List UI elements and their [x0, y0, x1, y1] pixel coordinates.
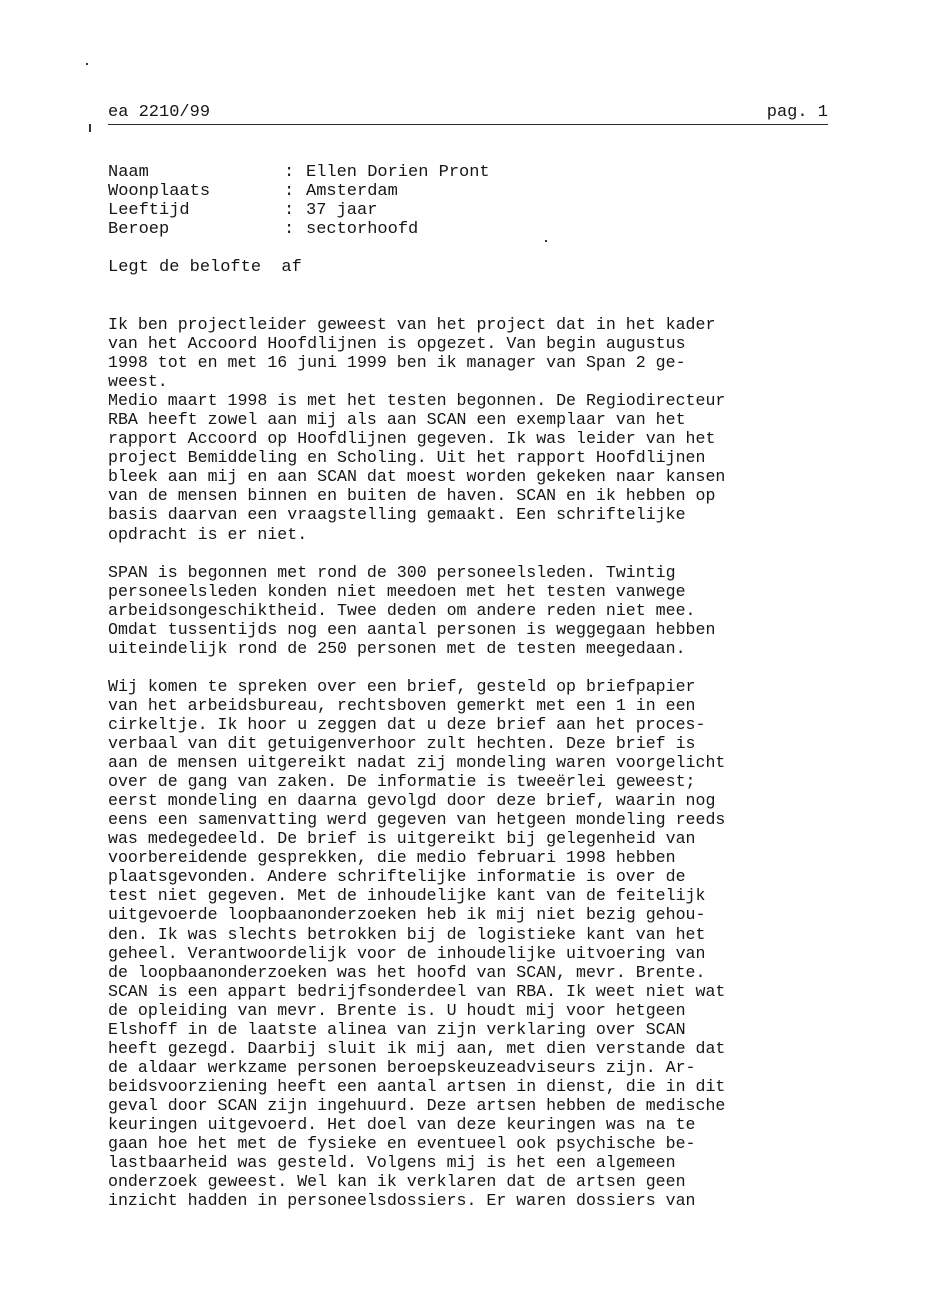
text-line: was medegedeeld. De brief is uitgereikt bij gelegenheid van	[108, 829, 696, 849]
scan-speck	[545, 240, 547, 242]
paragraph-letter	[108, 677, 833, 1210]
text-line: uitgevoerde loopbaanonderzoeken heb ik mij niet bezig gehou-	[108, 905, 706, 925]
testimony-body	[108, 315, 833, 1210]
text-line: Wij komen te spreken over een brief, gesteld op briefpapier	[108, 676, 696, 696]
text-line: eerst mondeling en daarna gevolgd door deze brief, waarin nog	[108, 791, 716, 811]
detail-separator: :	[284, 182, 295, 201]
text-line: Ik ben projectleider geweest van het project dat in het kader	[108, 315, 716, 334]
text-line: inzicht hadden in personeelsdossiers. Er waren dossiers van	[108, 1191, 696, 1211]
paragraph-role	[108, 315, 833, 391]
text-line: opdracht is er niet.	[108, 524, 308, 544]
text-line: voorbereidende gesprekken, die medio februari 1998 hebben	[108, 848, 676, 868]
detail-row-age	[108, 201, 490, 220]
text-line: test niet gegeven. Met de inhoudelijke kant van de feitelijk	[108, 886, 706, 906]
page-number: pag. 1	[766, 103, 828, 122]
text-line: de opleiding van mevr. Brente is. U houdt mij voor hetgeen	[108, 1000, 686, 1020]
text-line: basis daarvan een vraagstelling gemaakt. Een schriftelijke	[108, 505, 686, 525]
detail-row-residence	[108, 182, 490, 201]
text-line: gaan hoe het met de fysieke en eventueel ook psychische be-	[108, 1134, 696, 1154]
text-line: weest.	[108, 372, 168, 392]
detail-separator: :	[284, 220, 295, 239]
scan-speck	[89, 124, 91, 132]
text-line: project Bemiddeling en Scholing. Uit het rapport Hoofdlijnen	[108, 448, 706, 468]
text-line: geheel. Verantwoordelijk voor de inhoudelijke uitvoering van	[108, 943, 706, 963]
detail-value: Amsterdam	[306, 182, 398, 201]
detail-value: Ellen Dorien Pront	[306, 163, 490, 182]
detail-value: 37 jaar	[306, 201, 378, 220]
detail-label: Leeftijd	[108, 201, 190, 220]
text-line: Medio maart 1998 is met het testen begonnen. De Regiodirecteur	[108, 391, 726, 411]
text-line: onderzoek geweest. Wel kan ik verklaren dat de artsen geen	[108, 1172, 686, 1192]
detail-label: Woonplaats	[108, 182, 211, 201]
text-line: heeft gezegd. Daarbij sluit ik mij aan, met dien verstande dat	[108, 1038, 726, 1058]
page-header	[108, 103, 828, 125]
text-line: bleek aan mij en aan SCAN dat moest worden gekeken naar kansen	[108, 467, 726, 487]
detail-separator: :	[284, 163, 295, 182]
text-line: uiteindelijk rond de 250 personen met de testen meegedaan.	[108, 638, 686, 658]
text-line: Omdat tussentijds nog een aantal personen is weggegaan hebben	[108, 619, 716, 639]
witness-details	[108, 163, 490, 239]
text-line: geval door SCAN zijn ingehuurd. Deze artsen hebben de medische	[108, 1095, 726, 1115]
paragraph-participants	[108, 563, 833, 658]
detail-row-name	[108, 163, 490, 182]
text-line: verbaal van dit getuigenverhoor zult hechten. Deze brief is	[108, 734, 696, 754]
text-line: keuringen uitgevoerd. Het doel van deze keuringen was na te	[108, 1114, 696, 1134]
detail-row-profession	[108, 220, 490, 239]
text-line: personeelsleden konden niet meedoen met het testen vanwege	[108, 581, 686, 601]
text-line: cirkeltje. Ik hoor u zeggen dat u deze brief aan het proces-	[108, 714, 706, 734]
text-line: de loopbaanonderzoeken was het hoofd van SCAN, mevr. Brente.	[108, 962, 706, 982]
detail-separator: :	[284, 201, 295, 220]
text-line: over de gang van zaken. De informatie is tweeërlei geweest;	[108, 772, 696, 792]
document-reference: ea 2210/99	[108, 103, 211, 122]
text-line: SPAN is begonnen met rond de 300 personeelsleden. Twintig	[108, 562, 676, 582]
text-line: van het arbeidsbureau, rechtsboven gemerkt met een 1 in een	[108, 695, 696, 715]
text-line: beidsvoorziening heeft een aantal artsen in dienst, die in dit	[108, 1076, 726, 1096]
scan-speck	[86, 63, 88, 65]
detail-label: Beroep	[108, 220, 170, 239]
text-line: rapport Accoord op Hoofdlijnen gegeven. Ik was leider van het	[108, 429, 716, 449]
text-line: arbeidsongeschiktheid. Twee deden om andere reden niet mee.	[108, 600, 696, 620]
text-line: SCAN is een appart bedrijfsonderdeel van RBA. Ik weet niet wat	[108, 981, 726, 1001]
text-line: aan de mensen uitgereikt nadat zij mondeling waren voorgelicht	[108, 753, 726, 773]
text-line: van het Accoord Hoofdlijnen is opgezet. Van begin augustus	[108, 334, 686, 354]
detail-value: sectorhoofd	[306, 220, 419, 239]
text-line: de aldaar werkzame personen beroepskeuzeadviseurs zijn. Ar-	[108, 1057, 696, 1077]
detail-label: Naam	[108, 163, 149, 182]
oath-statement: Legt de belofte af	[108, 258, 302, 277]
header-divider	[108, 124, 828, 125]
text-line: eens een samenvatting werd gegeven van hetgeen mondeling reeds	[108, 810, 726, 830]
text-line: lastbaarheid was gesteld. Volgens mij is het een algemeen	[108, 1153, 676, 1173]
text-line: van de mensen binnen en buiten de haven. SCAN en ik hebben op	[108, 486, 716, 506]
text-line: 1998 tot en met 16 juni 1999 ben ik manager van Span 2 ge-	[108, 353, 686, 373]
paragraph-testing-start	[108, 391, 833, 543]
text-line: den. Ik was slechts betrokken bij de logistieke kant van het	[108, 924, 706, 944]
text-line: RBA heeft zowel aan mij als aan SCAN een exemplaar van het	[108, 410, 686, 430]
text-line: Elshoff in de laatste alinea van zijn verklaring over SCAN	[108, 1019, 686, 1039]
text-line: plaatsgevonden. Andere schriftelijke informatie is over de	[108, 867, 686, 887]
